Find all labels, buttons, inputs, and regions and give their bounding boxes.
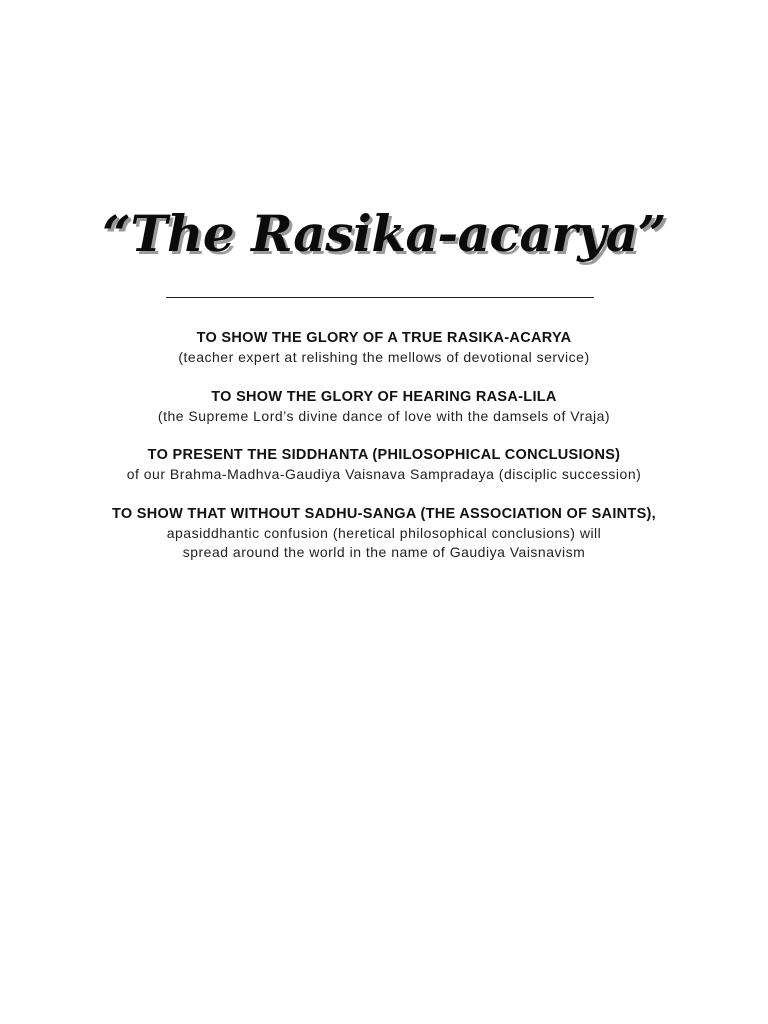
section-heading: TO PRESENT THE SIDDHANTA (PHILOSOPHICAL CONCLUSIONS): [147, 447, 621, 463]
section-rasika-acarya: [0, 328, 768, 367]
section-siddhanta: [0, 445, 768, 484]
section-heading: TO SHOW THAT WITHOUT SADHU-SANGA (THE ASSOCIATION OF SAINTS),: [111, 506, 657, 522]
section-description: of our Brahma-Madhva-Gaudiya Vaisnava Sampradaya (disciplic succession): [126, 466, 642, 482]
section-heading: TO SHOW THE GLORY OF A TRUE RASIKA-ACARYA: [196, 330, 572, 346]
title-divider: [166, 297, 594, 298]
section-description-line-2: spread around the world in the name of Gaudiya Vaisnavism: [182, 544, 586, 560]
section-description: (teacher expert at relishing the mellows of devotional service): [178, 349, 590, 365]
section-sadhu-sanga: [0, 504, 768, 562]
page-title: “The Rasika-acarya”: [102, 204, 666, 263]
section-heading: TO SHOW THE GLORY OF HEARING RASA-LILA: [211, 389, 557, 405]
section-rasa-lila: [0, 387, 768, 426]
section-description-line-1: apasiddhantic confusion (heretical philosophical conclusions) will: [166, 525, 602, 541]
section-description: (the Supreme Lord’s divine dance of love with the damsels of Vraja): [157, 408, 611, 424]
